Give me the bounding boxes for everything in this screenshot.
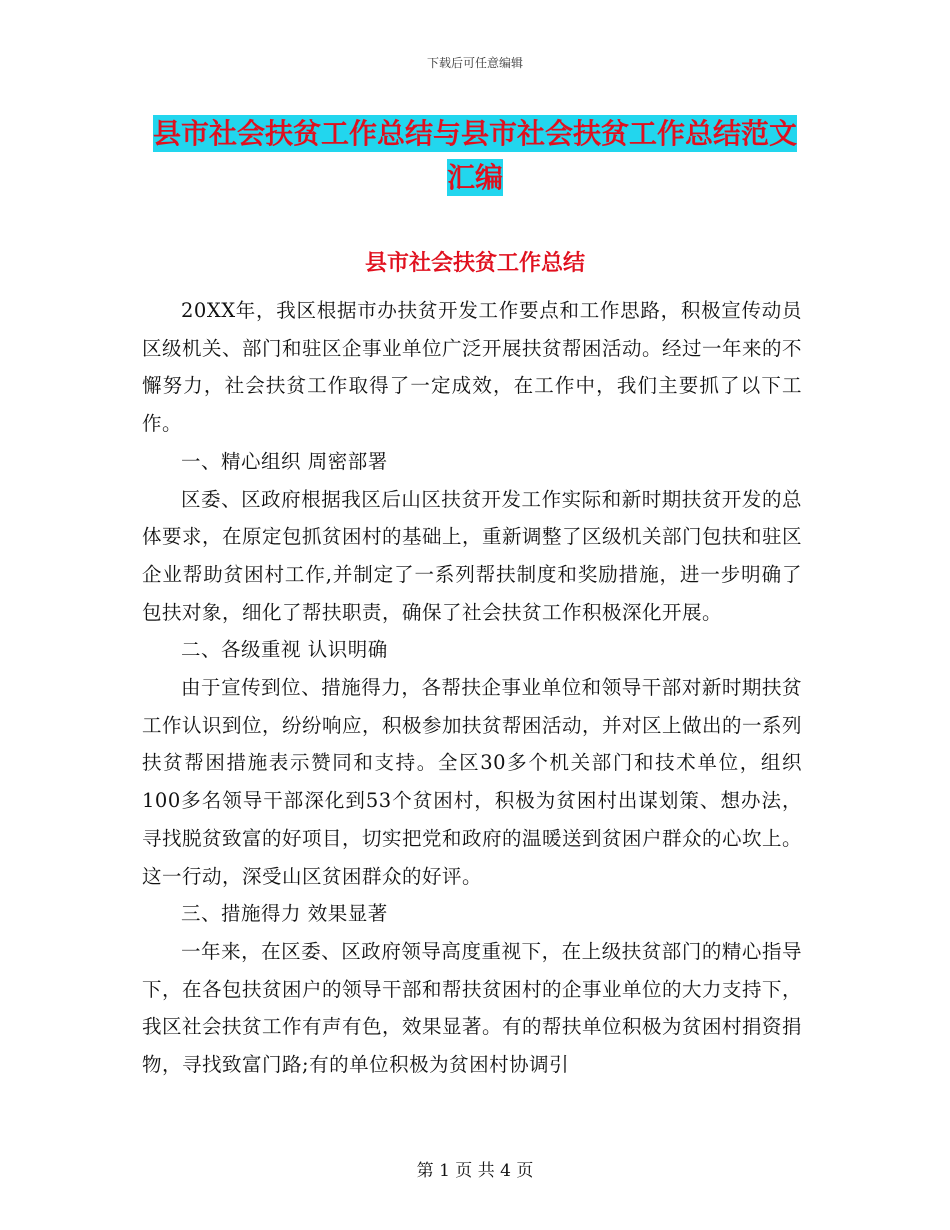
paragraph: 区委、区政府根据我区后山区扶贫开发工作实际和新时期扶贫开发的总体要求，在原定包抓贫困村的基础上，重新调整了区级机关部门包扶和驻区企业帮助贫困村工作,并制定了一系列帮扶制度和奖励措施，进一步明确了包扶对象，细化了帮扶职责，确保了社会扶贫工作积极深化开展。 xyxy=(142,487,803,624)
document-title xyxy=(140,112,810,200)
page-footer: 第 1 页 共 4 页 xyxy=(416,1161,534,1181)
document-title-line1: 县市社会扶贫工作总结与县市社会扶贫工作总结范文 xyxy=(152,117,797,150)
document-body xyxy=(142,292,802,1084)
paragraph: 20XX年，我区根据市办扶贫开发工作要点和工作思路，积极宣传动员区级机关、部门和驻区企事业单位广泛开展扶贫帮困活动。经过一年来的不懈努力，社会扶贫工作取得了一定成效，在工作中，我们主要抓了以下工作。 xyxy=(142,299,803,436)
paragraph: 由于宣传到位、措施得力，各帮扶企事业单位和领导干部对新时期扶贫工作认识到位，纷纷响应，积极参加扶贫帮困活动，并对区上做出的一系列扶贫帮困措施表示赞同和支持。全区30多个机关部门和技术单位，组织100多名领导干部深化到53个贫困村，积极为贫困村出谋划策、想办法，寻找脱贫致富的好项目，切实把党和政府的温暖送到贫困户群众的心坎上。这一行动，深受山区贫困群众的好评。 xyxy=(142,676,803,888)
section-heading: 三、措施得力 效果显著 xyxy=(181,902,388,926)
header-note: 下载后可任意编辑 xyxy=(426,56,523,70)
section-heading: 二、各级重视 认识明确 xyxy=(181,638,388,662)
document-title-line2: 汇编 xyxy=(446,161,503,194)
section-title: 县市社会扶贫工作总结 xyxy=(364,251,585,276)
paragraph: 一年来，在区委、区政府领导高度重视下，在上级扶贫部门的精心指导下，在各包扶贫困户的领导干部和帮扶贫困村的企事业单位的大力支持下，我区社会扶贫工作有声有色，效果显著。有的帮扶单位积极为贫困村捐资捐物，寻找致富门路;有的单位积极为贫困村协调引 xyxy=(142,939,803,1077)
section-heading: 一、精心组织 周密部署 xyxy=(181,449,388,473)
